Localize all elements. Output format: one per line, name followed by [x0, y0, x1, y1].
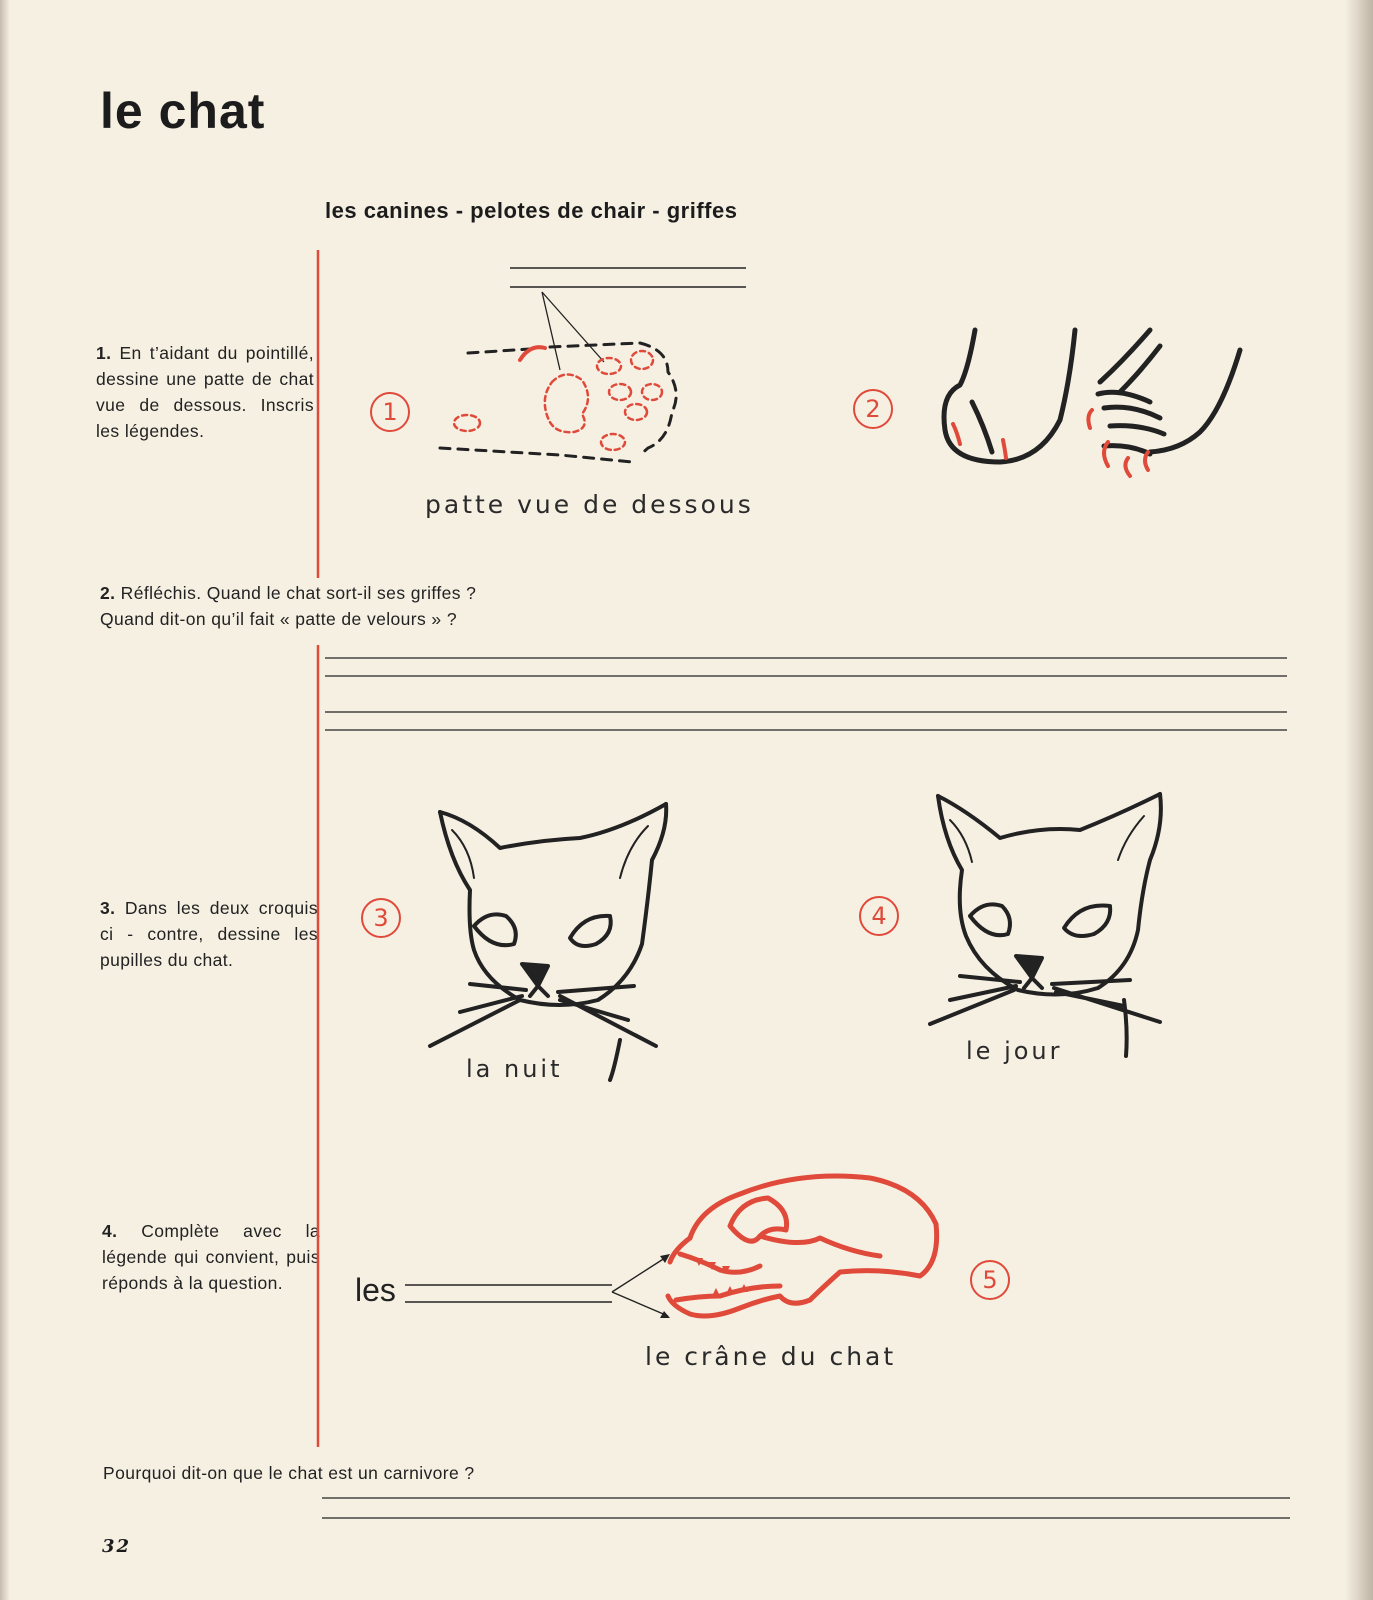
question-5: Pourquoi dit-on que le chat est un carnivore ? [103, 1463, 475, 1483]
question-2-number: 2. [100, 583, 116, 603]
answer-lines-q5 [322, 1498, 1290, 1518]
caption-day: le jour [966, 1037, 1063, 1065]
caption-paw-underside: patte vue de dessous [425, 490, 754, 519]
caption-skull: le crâne du chat [645, 1342, 897, 1371]
question-1-number: 1. [96, 343, 112, 363]
cat-head-day-drawing [930, 794, 1161, 1056]
figure-number-1: 1 [370, 392, 410, 432]
question-2-text-1: Réfléchis. Quand le chat sort-il ses griffes ? [120, 583, 477, 603]
figure-number-3: 3 [361, 898, 401, 938]
question-3-text: Dans les deux croquis ci - contre, dessine les pupilles du chat. [100, 898, 318, 970]
skull-label-lines [405, 1256, 668, 1316]
skull-label-prefix: les [355, 1272, 396, 1308]
figure-number-4: 4 [859, 896, 899, 936]
paw-side-drawing [944, 330, 1240, 462]
page-title: le chat [100, 83, 266, 139]
cat-head-night-drawing [430, 804, 666, 1080]
figure-number-5: 5 [970, 1260, 1010, 1300]
pointer-line [542, 292, 560, 370]
pointer-line [542, 292, 604, 362]
answer-lines-q2 [325, 658, 1287, 730]
cat-skull-drawing [668, 1176, 937, 1316]
question-4-text: Complète avec la légende qui convient, puis réponds à la question. [102, 1221, 321, 1293]
question-4-number: 4. [102, 1221, 118, 1241]
figure-number-2: 2 [853, 389, 893, 429]
page-number: 32 [102, 1536, 132, 1557]
question-3-number: 3. [100, 898, 116, 918]
question-1-text: En t’aidant du pointillé, dessine une patte de chat vue de dessous. Inscris les légendes. [96, 343, 315, 441]
caption-night: la nuit [466, 1055, 563, 1083]
page-subtitle: les canines - pelotes de chair - griffes [325, 198, 738, 223]
question-2-text-2: Quand dit-on qu’il fait « patte de velours » ? [100, 609, 457, 629]
